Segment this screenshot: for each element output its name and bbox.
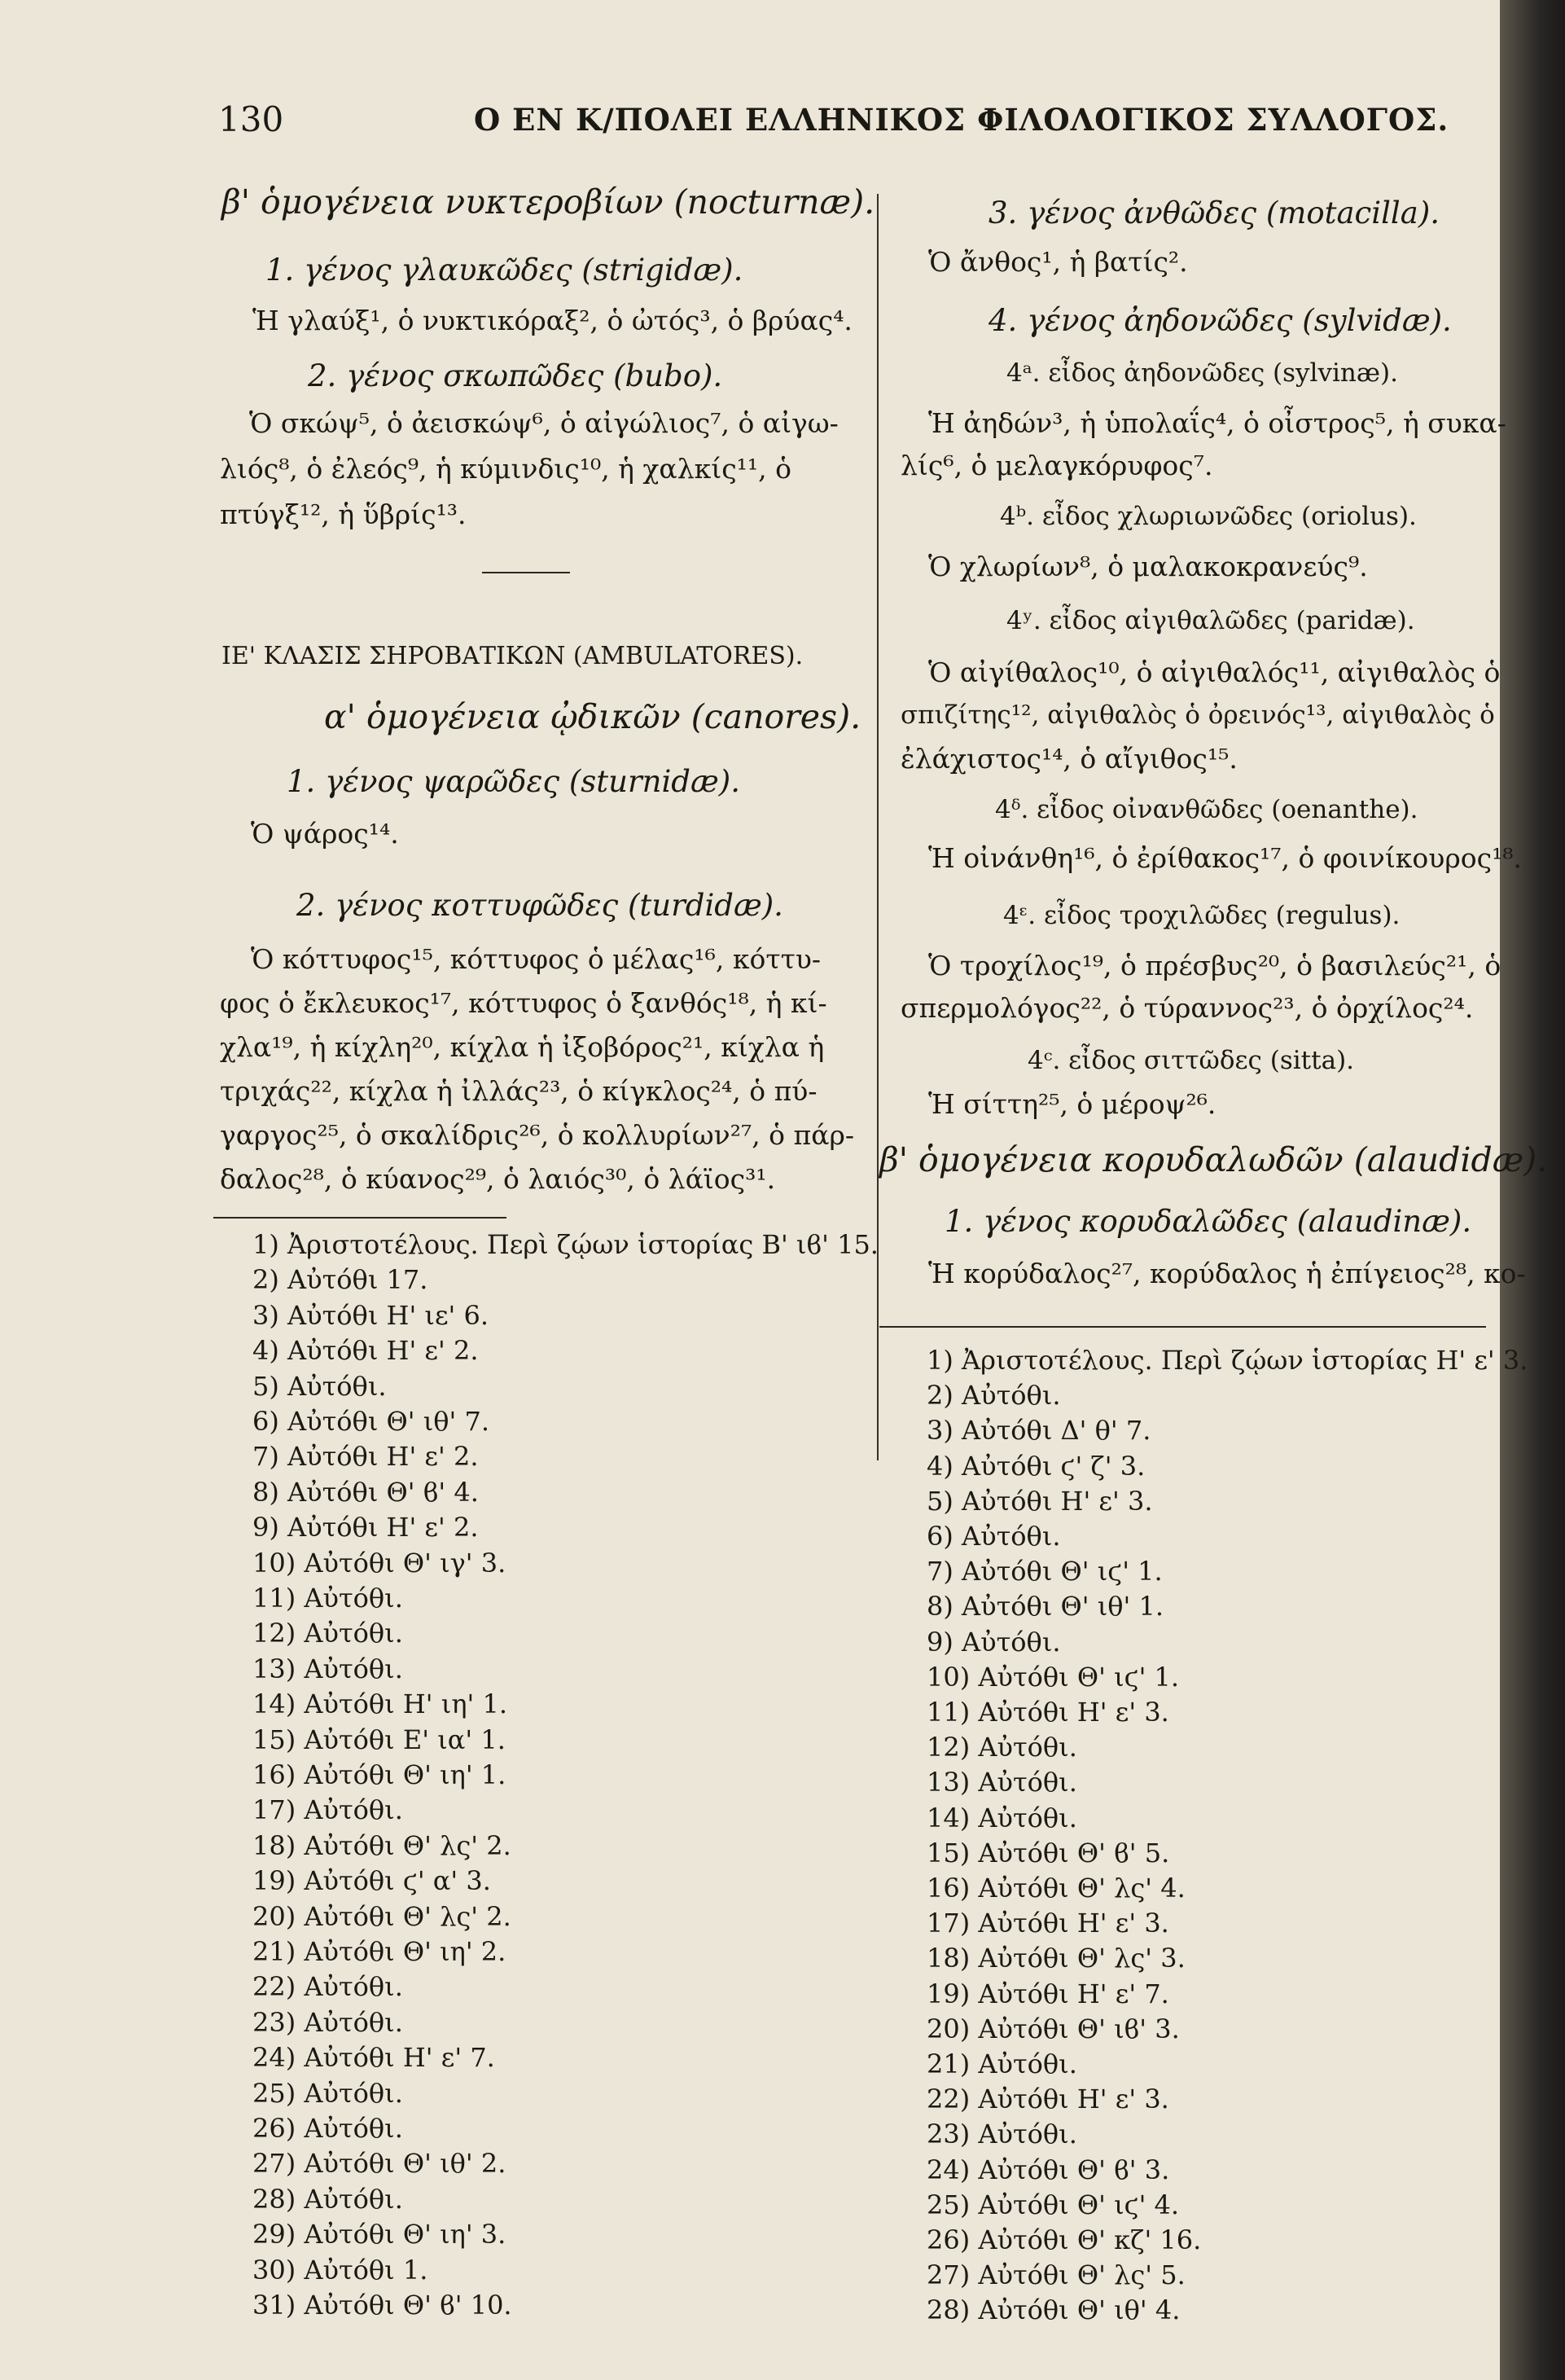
left-footnote: 5) Αὐτόθι. <box>252 1370 387 1402</box>
left-footnote: 3) Αὐτόθι Η' ιε' 6. <box>252 1299 489 1331</box>
right-footnote: 15) Αὐτόθι Θ' ϐ' 5. <box>927 1837 1170 1868</box>
left-footnote: 14) Αὐτόθι Η' ιη' 1. <box>252 1688 507 1720</box>
right-sub-regulus: 4ᵋ. εἶδος τροχιλῶδες (regulus). <box>1003 901 1401 930</box>
right-para-regulus-line2: σπερμολόγος²², ὁ τύραννος²³, ὁ ὀρχίλος²⁴. <box>901 992 1474 1024</box>
left-footnote: 6) Αὐτόθι Θ' ιθ' 7. <box>252 1406 490 1437</box>
right-footnote: 28) Αὐτόθι Θ' ιθ' 4. <box>927 2294 1181 2326</box>
right-para-paridae-line2: σπιζίτης¹², αἰγιθαλὸς ὁ ὀρεινός¹³, αἰγιθαλὸς ὁ <box>901 700 1495 730</box>
right-footnote: 4) Αὐτόθι ϛ' ζ' 3. <box>927 1450 1146 1482</box>
left-footnote: 18) Αὐτόθι Θ' λς' 2. <box>252 1829 511 1861</box>
left-heading-sturnidae: 1. γένος ψαρῶδες (sturnidæ). <box>287 764 740 799</box>
left-footnote: 7) Αὐτόθι Η' ε' 2. <box>252 1441 479 1473</box>
left-footnote: 11) Αὐτόθι. <box>252 1583 403 1614</box>
right-footnote-rule <box>879 1326 1486 1328</box>
right-footnote: 21) Αὐτόθι. <box>927 2048 1077 2079</box>
left-para-turdidae-line4: τριχάς²², κίχλα ἡ ἰλλάς²³, ὁ κίγκλος²⁴, ὁ πύ- <box>220 1075 818 1107</box>
right-footnote: 22) Αὐτόθι Η' ε' 3. <box>927 2084 1169 2115</box>
left-para-turdidae-line6: δαλος²⁸, ὁ κύανος²⁹, ὁ λαιός³⁰, ὁ λάϊος³¹. <box>220 1163 776 1195</box>
left-footnote: 27) Αὐτόθι Θ' ιθ' 2. <box>252 2148 506 2180</box>
right-heading-alaudinae: 1. γένος κορυδαλῶδες (alaudinæ). <box>945 1204 1472 1239</box>
right-sub-sitta: 4ᶜ. εἶδος σιττῶδες (sitta). <box>1028 1046 1355 1075</box>
right-para-sylvinae-line2: λίς⁶, ὁ μελαγκόρυφος⁷. <box>901 450 1213 481</box>
right-footnote: 7) Αὐτόθι Θ' ιϛ' 1. <box>927 1556 1163 1587</box>
left-para-turdidae-line2: φος ὁ ἔκλευκος¹⁷, κόττυφος ὁ ξανθός¹⁸, ἡ κί- <box>220 987 827 1019</box>
right-footnote: 25) Αὐτόθι Θ' ιϛ' 4. <box>927 2189 1180 2220</box>
left-footnote: 13) Αὐτόθι. <box>252 1653 403 1684</box>
right-footnote: 9) Αὐτόθι. <box>927 1626 1061 1658</box>
right-footnote: 11) Αὐτόθι Η' ε' 3. <box>927 1697 1169 1728</box>
left-footnote: 29) Αὐτόθι Θ' ιη' 3. <box>252 2219 506 2250</box>
left-heading-bubo: 2. γένος σκωπῶδες (bubo). <box>308 358 723 393</box>
right-footnote: 26) Αὐτόθι Θ' κζ' 16. <box>927 2224 1202 2255</box>
left-heading-turdidae: 2. γένος κοττυφῶδες (turdidæ). <box>296 888 783 923</box>
right-footnote: 17) Αὐτόθι Η' ε' 3. <box>927 1908 1169 1939</box>
right-footnote: 3) Αὐτόθι Δ' θ' 7. <box>927 1415 1151 1447</box>
left-section-rule <box>482 572 570 573</box>
left-footnote-rule <box>213 1217 506 1219</box>
left-para-strigidae: Ἡ γλαύξ¹, ὁ νυκτικόραξ², ὁ ὠτός³, ὁ βρύας⁴. <box>252 305 853 336</box>
right-footnote: 14) Αὐτόθι. <box>927 1802 1077 1833</box>
left-footnote: 31) Αὐτόθι Θ' ϐ' 10. <box>252 2290 512 2321</box>
right-footnote: 13) Αὐτόθι. <box>927 1767 1077 1798</box>
right-footnote: 16) Αὐτόθι Θ' λς' 4. <box>927 1873 1186 1904</box>
left-footnote: 21) Αὐτόθι Θ' ιη' 2. <box>252 1936 506 1967</box>
column-divider <box>877 194 879 1460</box>
right-heading-motacilla: 3. γένος ἀνθῶδες (motacilla). <box>989 195 1440 231</box>
left-footnote: 30) Αὐτόθι 1. <box>252 2254 428 2286</box>
left-para-turdidae-line5: γαργος²⁵, ὁ σκαλίδρις²⁶, ὁ κολλυρίων²⁷, ὁ πάρ- <box>220 1119 855 1151</box>
left-footnote: 25) Αὐτόθι. <box>252 2077 403 2109</box>
left-heading-canores: α' ὁμογένεια ᾠδικῶν (canores). <box>324 697 861 736</box>
left-para-bubo-line3: πτύγξ¹², ἡ ὕβρίς¹³. <box>220 498 467 530</box>
right-footnote: 5) Αὐτόθι Η' ε' 3. <box>927 1485 1153 1517</box>
right-footnote: 1) Ἀριστοτέλους. Περὶ ζῴων ἱστορίας Η' ε' 3. <box>927 1345 1528 1376</box>
right-sub-oenanthe: 4ᵟ. εἶδος οἰνανθῶδες (oenanthe). <box>995 795 1418 824</box>
left-footnote: 15) Αὐτόθι Ε' ια' 1. <box>252 1724 506 1755</box>
right-footnote: 23) Αὐτόθι. <box>927 2119 1077 2150</box>
right-para-oenanthe: Ἡ οἰνάνθη¹⁶, ὁ ἐρίθακος¹⁷, ὁ φοινίκουρος¹⁸. <box>928 842 1523 874</box>
right-sub-oriolus: 4ᵇ. εἶδος χλωριωνῶδες (oriolus). <box>1000 502 1417 531</box>
right-footnote: 12) Αὐτόθι. <box>927 1732 1077 1763</box>
left-footnote: 2) Αὐτόθι 17. <box>252 1264 428 1296</box>
right-footnote: 24) Αὐτόθι Θ' ϐ' 3. <box>927 2154 1170 2185</box>
right-para-motacilla: Ὁ ἄνθος¹, ἡ βατίς². <box>928 246 1188 278</box>
right-footnote: 2) Αὐτόθι. <box>927 1380 1061 1412</box>
right-heading-alaudidae: β' ὁμογένεια κορυδαλωδῶν (alaudidæ). <box>879 1140 1548 1179</box>
left-footnote: 22) Αὐτόθι. <box>252 1971 403 2003</box>
left-footnote: 1) Ἀριστοτέλους. Περὶ ζῴων ἱστορίας Β' ιϐ' 15. <box>252 1229 879 1260</box>
right-footnote: 19) Αὐτόθι Η' ε' 7. <box>927 1978 1169 2009</box>
right-footnote: 8) Αὐτόθι Θ' ιθ' 1. <box>927 1591 1164 1623</box>
left-class-heading: ΙΕ' ΚΛΑΣΙΣ ΣΗΡΟΒΑΤΙΚΩΝ (AMBULATORES). <box>221 642 804 670</box>
left-footnote: 4) Αὐτόθι Η' ε' 2. <box>252 1335 479 1367</box>
left-para-sturnidae: Ὁ ψάρος¹⁴. <box>251 818 399 850</box>
left-footnote: 17) Αὐτόθι. <box>252 1794 403 1826</box>
left-footnote: 9) Αὐτόθι Η' ε' 2. <box>252 1512 479 1543</box>
right-para-sitta: Ἡ σίττη²⁵, ὁ μέροψ²⁶. <box>928 1088 1216 1120</box>
left-footnote: 19) Αὐτόθι ϛ' α' 3. <box>252 1865 491 1897</box>
page-edge-background <box>1500 0 1565 2380</box>
left-footnote: 8) Αὐτόθι Θ' ϐ' 4. <box>252 1476 479 1508</box>
left-heading-strigidae: 1. γένος γλαυκῶδες (strigidæ). <box>265 252 743 288</box>
right-para-oriolus: Ὁ χλωρίων⁸, ὁ μαλακοκρανεύς⁹. <box>928 551 1368 582</box>
left-heading-nocturnae: β' ὁμογένεια νυκτεροβίων (nocturnæ). <box>221 182 875 222</box>
right-para-paridae-line3: ἐλάχιστος¹⁴, ὁ αἴγιθος¹⁵. <box>901 743 1238 775</box>
right-footnote: 18) Αὐτόθι Θ' λς' 3. <box>927 1943 1186 1974</box>
right-footnote: 20) Αὐτόθι Θ' ιϐ' 3. <box>927 2013 1180 2044</box>
left-footnote: 23) Αὐτόθι. <box>252 2006 403 2038</box>
left-footnote: 16) Αὐτόθι Θ' ιη' 1. <box>252 1759 506 1790</box>
left-footnote: 24) Αὐτόθι Η' ε' 7. <box>252 2042 495 2074</box>
right-para-alaudinae: Ἡ κορύδαλος²⁷, κορύδαλος ἡ ἐπίγειος²⁸, κο- <box>928 1258 1526 1289</box>
left-footnote: 12) Αὐτόθι. <box>252 1618 403 1649</box>
right-para-sylvinae-line1: Ἡ ἀηδών³, ἡ ὑπολαΐς⁴, ὁ οἶστρος⁵, ἡ συκα- <box>928 407 1506 439</box>
left-footnote: 26) Αὐτόθι. <box>252 2113 403 2144</box>
left-footnote: 28) Αὐτόθι. <box>252 2183 403 2215</box>
page-number: 130 <box>218 99 284 139</box>
right-sub-paridae: 4ʸ. εἶδος αἰγιθαλῶδες (paridæ). <box>1006 606 1415 635</box>
right-footnote: 27) Αὐτόθι Θ' λς' 5. <box>927 2259 1186 2291</box>
left-para-turdidae-line1: Ὁ κόττυφος¹⁵, κόττυφος ὁ μέλας¹⁶, κόττυ- <box>251 943 822 975</box>
left-para-bubo-line2: λιός⁸, ὁ ἐλεός⁹, ἡ κύμινδις¹⁰, ἡ χαλκίς¹¹, ὁ <box>220 453 791 485</box>
left-footnote: 10) Αὐτόθι Θ' ιγ' 3. <box>252 1547 506 1579</box>
left-para-turdidae-line3: χλα¹⁹, ἡ κίχλη²⁰, κίχλα ἡ ἰξοβόρος²¹, κίχλα ἡ <box>220 1031 825 1063</box>
left-footnote: 20) Αὐτόθι Θ' λς' 2. <box>252 1900 511 1932</box>
left-para-bubo-line1: Ὁ σκώψ⁵, ὁ ἀεισκώψ⁶, ὁ αἰγώλιος⁷, ὁ αἰγω- <box>249 407 839 439</box>
right-footnote: 10) Αὐτόθι Θ' ιϛ' 1. <box>927 1661 1180 1693</box>
right-sub-sylvinae: 4ᵃ. εἶδος ἀηδονῶδες (sylvinæ). <box>1006 358 1398 388</box>
right-para-paridae-line1: Ὁ αἰγίθαλος¹⁰, ὁ αἰγιθαλός¹¹, αἰγιθαλὸς ὁ <box>928 656 1501 688</box>
running-title: Ο ΕΝ Κ/ΠΟΛΕΙ ΕΛΛΗΝΙΚΟΣ ΦΙΛΟΛΟΓΙΚΟΣ ΣΥΛΛΟΓΟΣ. <box>474 102 1449 138</box>
right-heading-sylvidae: 4. γένος ἀηδονῶδες (sylvidæ). <box>989 303 1452 338</box>
right-para-regulus-line1: Ὁ τροχίλος¹⁹, ὁ πρέσβυς²⁰, ὁ βασιλεύς²¹, ὁ <box>928 950 1501 981</box>
right-footnote: 6) Αὐτόθι. <box>927 1521 1061 1552</box>
